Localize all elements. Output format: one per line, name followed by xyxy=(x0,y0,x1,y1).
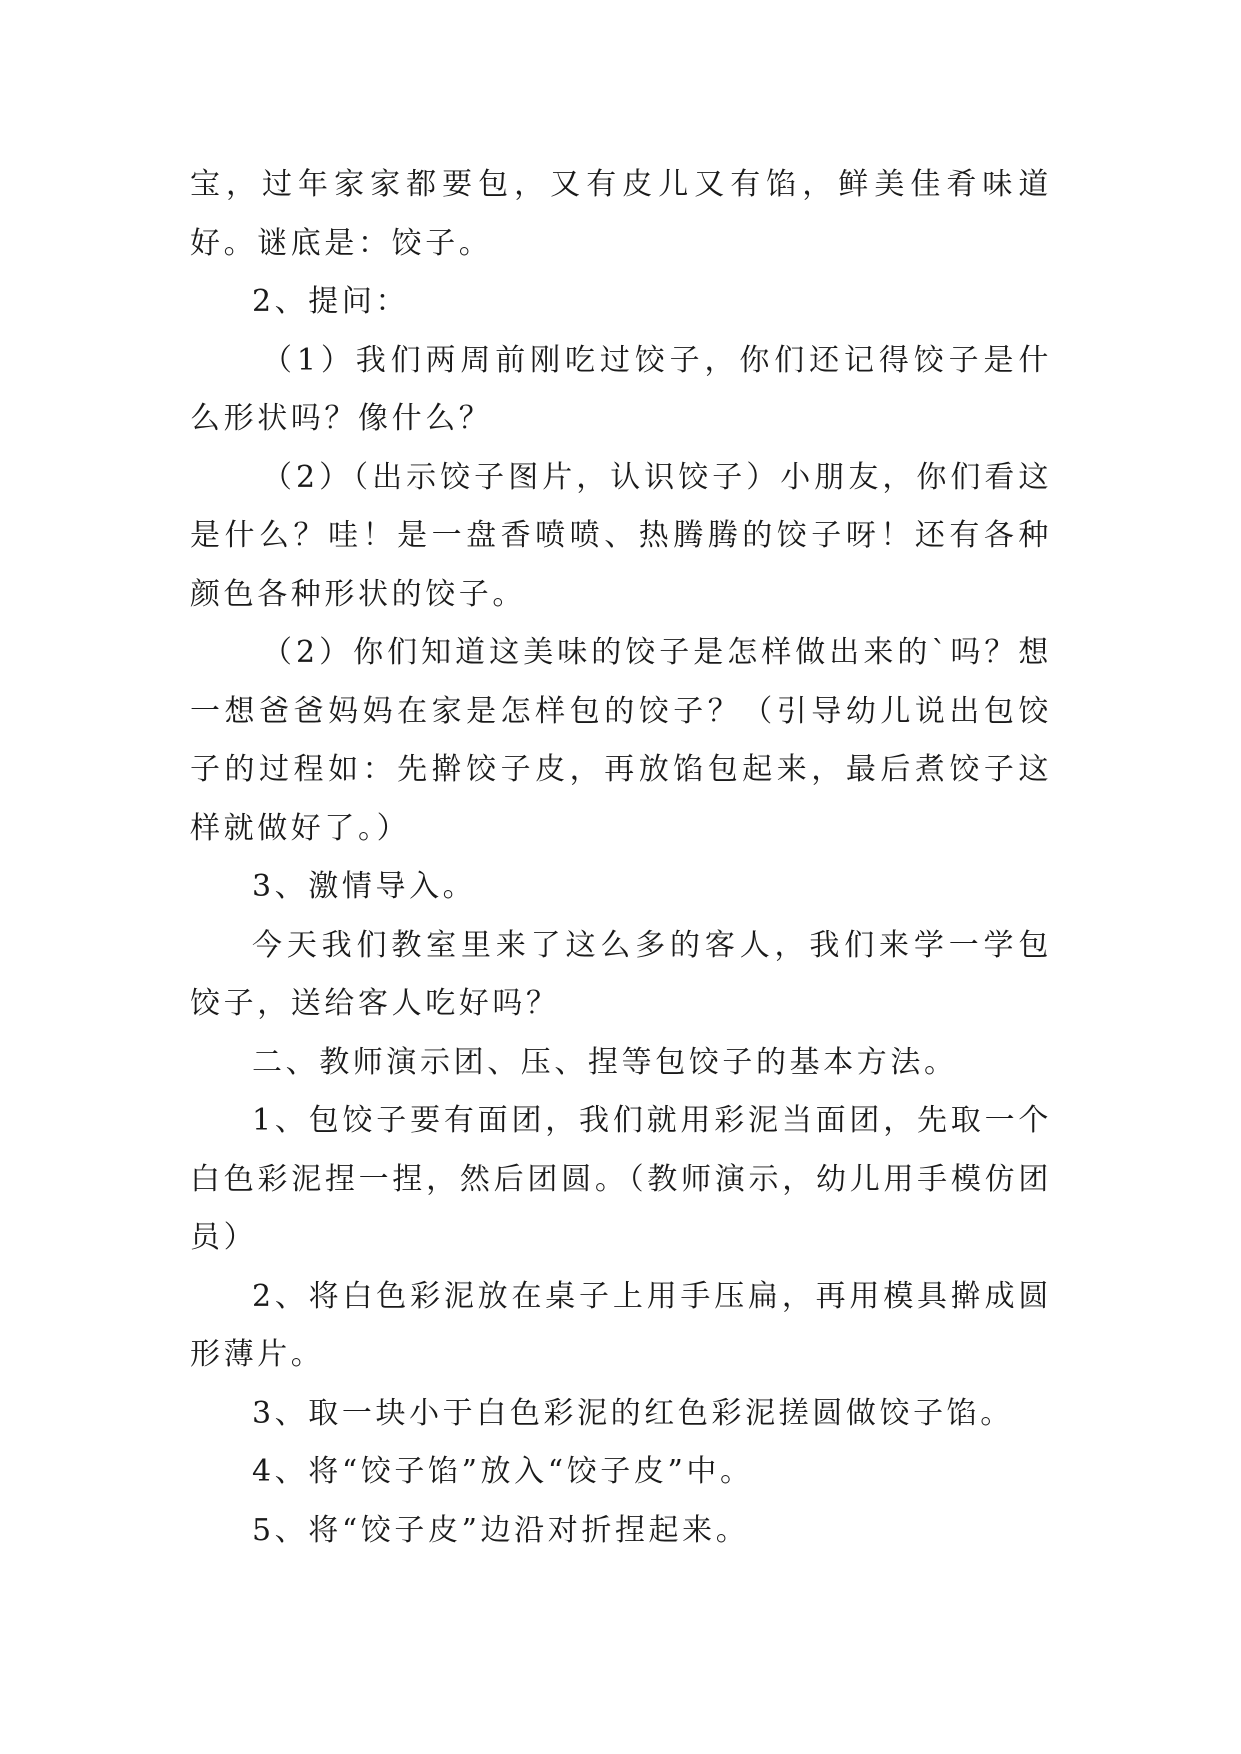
paragraph-step-3: 3、取一块小于白色彩泥的红色彩泥搓圆做饺子馅。 xyxy=(252,1395,1014,1431)
paragraph-question-2: （2）（出示饺子图片，认识饺子）小朋友，你们看这是什么？哇！是一盘香喷喷、热腾腾的饺子呀！还有各种颜色各种形状的饺子。 xyxy=(190,459,1052,612)
paragraph-question-3: （2）你们知道这美味的饺子是怎样做出来的`吗？想一想爸爸妈妈在家是怎样包的饺子？（引导幼儿说出包饺子的过程如：先擀饺子皮，再放馅包起来，最后煮饺子这样就做好了。） xyxy=(190,635,1052,846)
paragraph-step-2: 2、将白色彩泥放在桌子上用手压扁，再用模具擀成圆形薄片。 xyxy=(190,1278,1052,1372)
document-body xyxy=(190,156,1052,1560)
paragraph-step-1: 1、包饺子要有面团，我们就用彩泥当面团，先取一个白色彩泥捏一捏，然后团圆。（教师演示，幼儿用手模仿团员） xyxy=(190,1103,1052,1255)
paragraph-question-1: （1）我们两周前刚吃过饺子，你们还记得饺子是什么形状吗？像什么？ xyxy=(190,342,1052,436)
paragraph-riddle-continuation: 宝，过年家家都要包，又有皮儿又有馅，鲜美佳肴味道好。谜底是：饺子。 xyxy=(190,167,1052,261)
paragraph-step-4: 4、将“饺子馅”放入“饺子皮”中。 xyxy=(252,1454,754,1489)
paragraph-step-5: 5、将“饺子皮”边沿对折捏起来。 xyxy=(252,1512,750,1548)
paragraph-section-two-heading: 二、教师演示团、压、捏等包饺子的基本方法。 xyxy=(252,1044,958,1080)
paragraph-question-heading: 2、提问： xyxy=(252,284,410,319)
paragraph-intro-heading: 3、激情导入。 xyxy=(252,869,477,904)
paragraph-intro-text: 今天我们教室里来了这么多的客人，我们来学一学包饺子，送给客人吃好吗？ xyxy=(190,927,1052,1021)
